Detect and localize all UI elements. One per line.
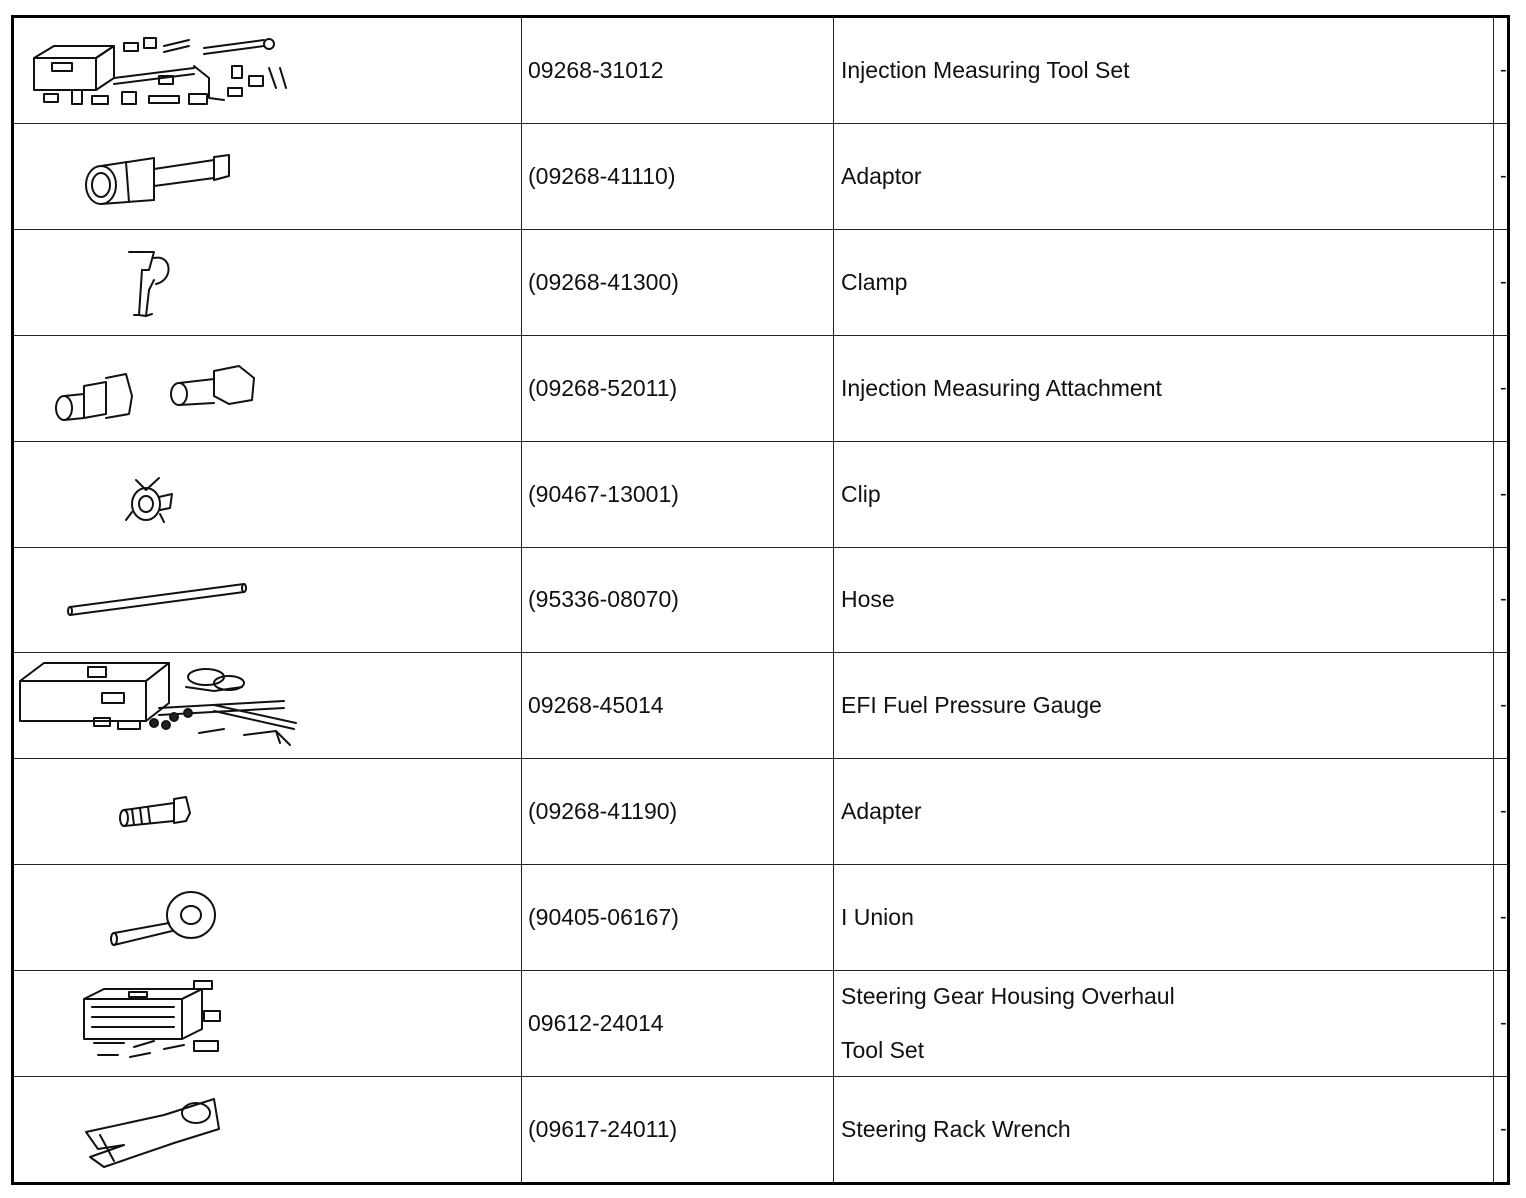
table-row: [13, 17, 1509, 124]
note: -: [1494, 123, 1509, 229]
tool-name: [834, 229, 1494, 335]
tool-image-cell: [13, 653, 522, 759]
tool-image-cell: [13, 547, 522, 653]
tool-name-text: EFI Fuel Pressure Gauge: [841, 692, 1102, 719]
table-row: [13, 547, 1509, 653]
tool-name: [834, 865, 1494, 971]
note: -: [1494, 1077, 1509, 1184]
tool-name: [834, 335, 1494, 441]
hose-illustration: [14, 548, 521, 652]
tool-name: [834, 653, 1494, 759]
tool-name: [834, 971, 1494, 1077]
tool-name: [834, 17, 1494, 124]
note: -: [1494, 335, 1509, 441]
table-row: [13, 971, 1509, 1077]
tool-name: [834, 759, 1494, 865]
table-row: [13, 229, 1509, 335]
tool-name-text: Injection Measuring Attachment: [841, 374, 1162, 401]
adaptor-illustration: [14, 124, 521, 228]
note: -: [1494, 971, 1509, 1077]
note: -: [1494, 229, 1509, 335]
tool-name: [834, 123, 1494, 229]
tool-image-cell: [13, 17, 522, 124]
part-number: (09617-24011): [522, 1077, 834, 1184]
table-row: [13, 123, 1509, 229]
table-row: [13, 441, 1509, 547]
table-row: [13, 653, 1509, 759]
tool-name: [834, 441, 1494, 547]
tool-name-text: Clip: [841, 480, 881, 507]
part-number: 09268-31012: [522, 17, 834, 124]
part-number: (09268-52011): [522, 335, 834, 441]
special-service-tools-table: [11, 15, 1510, 1185]
tool-name-text: Clamp: [841, 268, 908, 295]
union-illustration: [14, 865, 521, 969]
part-number: (90467-13001): [522, 441, 834, 547]
efi-fuel-pressure-gauge-illustration: [14, 653, 521, 757]
tool-image-cell: [13, 123, 522, 229]
injection-measuring-tool-set-illustration: [14, 18, 521, 122]
tool-name-text: Injection Measuring Tool Set: [841, 56, 1130, 83]
table-row: [13, 865, 1509, 971]
tool-name-text: Hose: [841, 586, 895, 613]
tool-name: [834, 547, 1494, 653]
part-number: (90405-06167): [522, 865, 834, 971]
part-number: (95336-08070): [522, 547, 834, 653]
part-number: (09268-41110): [522, 123, 834, 229]
tool-image-cell: [13, 971, 522, 1077]
tool-image-cell: [13, 865, 522, 971]
note: -: [1494, 865, 1509, 971]
note: -: [1494, 547, 1509, 653]
note: -: [1494, 759, 1509, 865]
tool-name-text: Steering Gear Housing Overhaul: [841, 983, 1175, 1010]
table-row: [13, 335, 1509, 441]
injection-measuring-attachment-illustration: [14, 336, 521, 440]
part-number: (09268-41190): [522, 759, 834, 865]
tool-image-cell: [13, 229, 522, 335]
tool-image-cell: [13, 335, 522, 441]
note: -: [1494, 653, 1509, 759]
tool-name-text: Adaptor: [841, 162, 922, 189]
steering-rack-wrench-illustration: [14, 1077, 521, 1181]
tool-image-cell: [13, 441, 522, 547]
tool-name: [834, 1077, 1494, 1184]
tool-name-text: Steering Rack Wrench: [841, 1116, 1071, 1143]
adapter-illustration: [14, 759, 521, 863]
table-row: [13, 1077, 1509, 1184]
clamp-illustration: [14, 230, 521, 334]
table-row: [13, 759, 1509, 865]
note: -: [1494, 441, 1509, 547]
part-number: (09268-41300): [522, 229, 834, 335]
tool-name-text: Adapter: [841, 798, 922, 825]
tool-image-cell: [13, 759, 522, 865]
tool-name-text: I Union: [841, 904, 914, 931]
steering-gear-housing-overhaul-tool-set-illustration: [14, 971, 521, 1075]
note: -: [1494, 17, 1509, 124]
part-number: 09268-45014: [522, 653, 834, 759]
tool-image-cell: [13, 1077, 522, 1184]
clip-illustration: [14, 442, 521, 546]
tool-name-line2: Tool Set: [841, 1037, 925, 1064]
part-number: 09612-24014: [522, 971, 834, 1077]
